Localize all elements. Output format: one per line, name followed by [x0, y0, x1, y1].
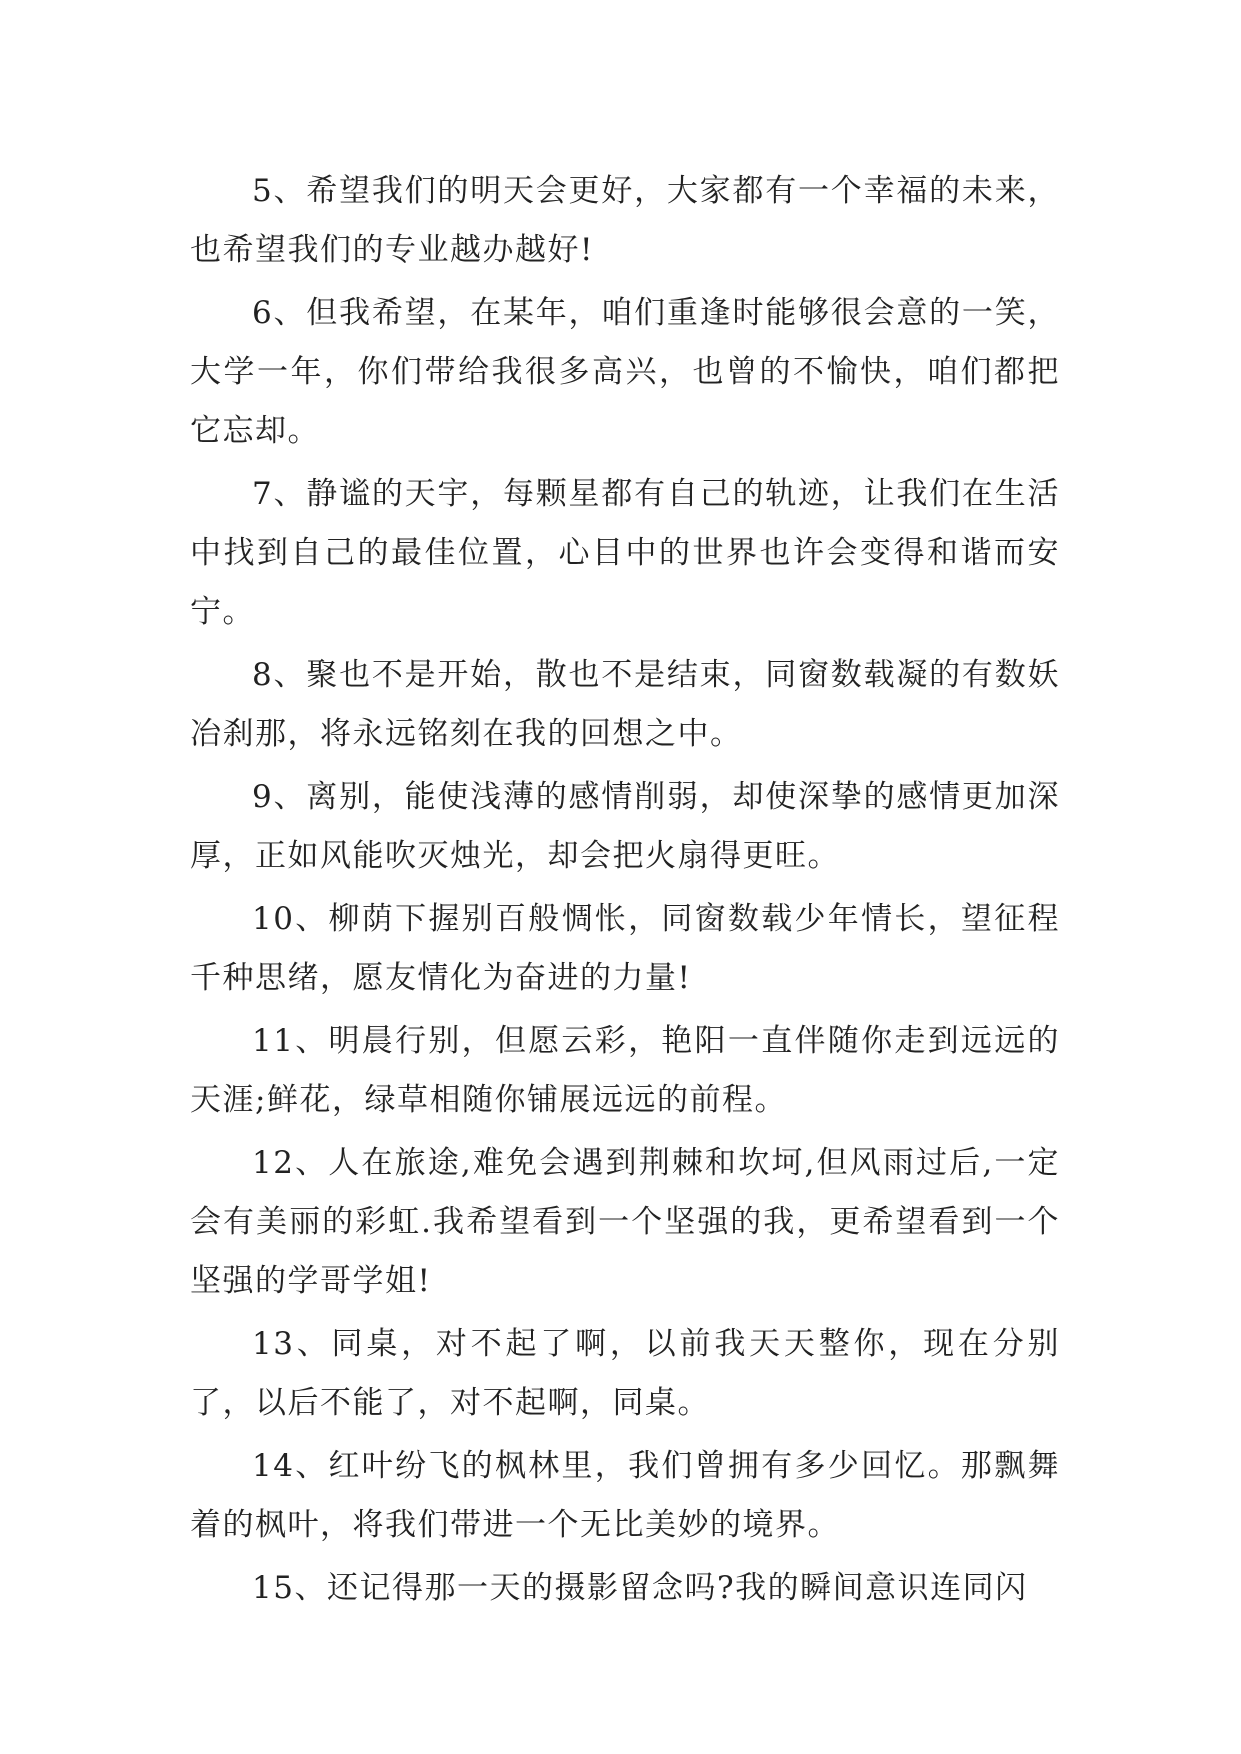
- paragraph-9: 9、离别，能使浅薄的感情削弱，却使深挚的感情更加深厚，正如风能吹灭烛光，却会把火扇得更旺。: [190, 779, 1060, 874]
- paragraph-8: 8、聚也不是开始，散也不是结束，同窗数载凝的有数妖冶刹那，将永远铭刻在我的回想之中。: [190, 657, 1060, 752]
- document-body: [190, 162, 1060, 1622]
- paragraph-12: 12、人在旅途,难免会遇到荆棘和坎坷,但风雨过后,一定会有美丽的彩虹.我希望看到一个坚强的我，更希望看到一个坚强的学哥学姐!: [190, 1145, 1060, 1299]
- paragraph-10: 10、柳荫下握别百般惆怅，同窗数载少年情长，望征程千种思绪，愿友情化为奋进的力量!: [190, 901, 1060, 996]
- paragraph-6: 6、但我希望，在某年，咱们重逢时能够很会意的一笑，大学一年，你们带给我很多高兴，也曾的不愉快，咱们都把它忘却。: [190, 295, 1060, 449]
- paragraph-14: 14、红叶纷飞的枫林里，我们曾拥有多少回忆。那飘舞着的枫叶，将我们带进一个无比美妙的境界。: [190, 1448, 1060, 1543]
- paragraph-11: 11、明晨行别，但愿云彩，艳阳一直伴随你走到远远的天涯;鲜花，绿草相随你铺展远远的前程。: [190, 1023, 1060, 1118]
- paragraph-15: 15、还记得那一天的摄影留念吗?我的瞬间意识连同闪: [252, 1570, 1028, 1606]
- paragraph-13: 13、同桌，对不起了啊，以前我天天整你，现在分别了，以后不能了，对不起啊，同桌。: [190, 1326, 1060, 1421]
- paragraph-7: 7、静谧的天宇，每颗星都有自己的轨迹，让我们在生活中找到自己的最佳位置，心目中的世界也许会变得和谐而安宁。: [190, 476, 1060, 630]
- paragraph-5: 5、希望我们的明天会更好，大家都有一个幸福的未来，也希望我们的专业越办越好!: [190, 173, 1060, 268]
